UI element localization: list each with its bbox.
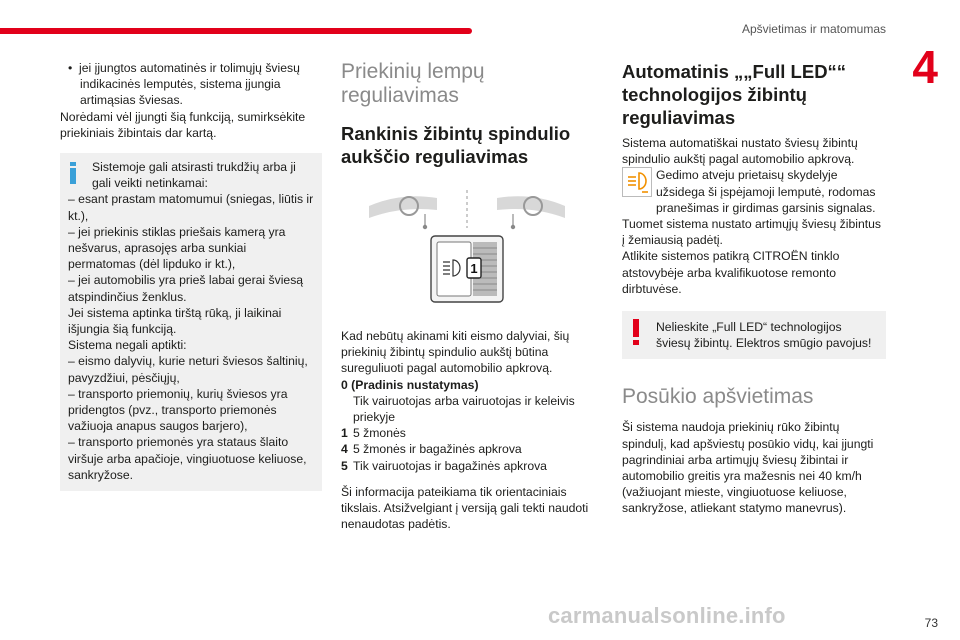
paragraph: Sistema automatiškai nustato šviesų žibintų spindulio aukštį pagal automobilio apkrovą. bbox=[622, 136, 858, 167]
paragraph: Ši sistema naudoja priekinių rūko žibintų spindulį, kad apšviestų posūkio vidų, kai įjungti pagrindiniai arba artimųjų šviesų žibintai ir automobilio greitis yra mažesnis nei 40 km/h (važiuojant mieste, vingiuotuose keliuose, sankryžose, atliekant statymo manevrus). bbox=[622, 420, 874, 516]
warning-lamp-paragraph: Gedimo atveju prietaisų skydelyje užsidega ši įspėjamoji lemputė, rodomas pranešimas ir girdimas garsinis signalas. bbox=[622, 167, 886, 216]
paragraph: Norėdami vėl įjungti šią funkciją, sumirksėkite priekiniais žibintais dar kartą. bbox=[60, 109, 306, 140]
section-heading: Priekinių lempų reguliavimas bbox=[341, 60, 485, 107]
setting-item: 4 5 žmonės ir bagažinės apkrova bbox=[341, 442, 522, 457]
column-1 bbox=[60, 60, 322, 491]
header-red-bar bbox=[0, 28, 472, 34]
info-line: – transporto priemonių, kurių šviesos yra pridengtos (pvz., transporto priemonės važiuoja anapus saugos barjero), bbox=[68, 386, 288, 434]
paragraph: Atlikite sistemos patikrą CITROËN tinklo atstovybėje arba kvalifikuotose remonto dirbtuvėse. bbox=[622, 249, 840, 296]
section-heading: Posūkio apšvietimas bbox=[622, 385, 814, 409]
watermark: carmanualsonline.info bbox=[548, 603, 786, 628]
info-line: Sistema negali aptikti: bbox=[68, 338, 187, 353]
warning-exclamation-icon bbox=[632, 319, 640, 345]
setting-item: 5 Tik vairuotojas ir bagažinės apkrova bbox=[341, 458, 547, 473]
paragraph: Ši informacija pateikiama tik orientaciniais tikslais. Atsižvelgiant į versiją gali tekti naudoti nenaudotas padėtis. bbox=[341, 484, 589, 532]
info-line: Jei sistema aptinka tirštą rūką, ji laikinai išjungia šią funkciją. bbox=[68, 305, 282, 337]
paragraph: Tuomet sistema nustato artimųjų šviesų žibintus į žemiausią padėtį. bbox=[622, 217, 881, 248]
info-icon bbox=[69, 162, 77, 184]
bullet-item: • jei įjungtos automatinės ir tolimųjų šviesų indikacinės lemputės, sistema įjungia artimąsias šviesas. bbox=[68, 61, 300, 108]
headlamp-adjuster-dial bbox=[431, 236, 503, 302]
info-line: – jei automobilis yra prieš labai gerai šviesą atspindinčius ženklus. bbox=[68, 273, 304, 304]
setting-item: 0 (Pradinis nustatymas) Tik vairuotojas arba vairuotojas ir keleivis priekyje bbox=[341, 377, 575, 425]
column-3 bbox=[622, 60, 886, 517]
info-intro: Sistemoje gali atsirasti trukdžių arba ji gali veikti netinkamai: bbox=[92, 160, 296, 191]
info-line: – esant prastam matomumui (sniegas, liūtis ir kt.), bbox=[68, 192, 314, 223]
chapter-number: 4 bbox=[912, 41, 938, 93]
paragraph: Kad nebūtų akinami kiti eismo dalyviai, šių priekinių žibintų spindulio aukštį būtina sureguliuoti pagal automobilio apkrovą. bbox=[341, 329, 570, 376]
section-title: Apšvietimas ir matomumas bbox=[741, 22, 886, 36]
warning-box: Nelieskite „Full LED“ technologijos šviesų žibintų. Elektros smūgio pavojus! bbox=[622, 311, 886, 359]
info-line: – transporto priemonės yra stataus šlaito viršuje arba apačioje, vingiuotuose keliuose, sankryžose. bbox=[68, 435, 307, 482]
dial-number: 1 bbox=[470, 261, 478, 276]
sub-heading: Rankinis žibintų spindulio aukščio reguliavimas bbox=[341, 123, 571, 167]
setting-item: 1 5 žmonės bbox=[341, 426, 406, 441]
info-line: – jei priekinis stiklas priešais kamerą yra nešvarus, aprasojęs arba sunkiai permatomas (dėl lipduko ir kt.), bbox=[68, 224, 286, 272]
headlamp-adjuster-illustration bbox=[341, 182, 593, 318]
column-2 bbox=[341, 60, 593, 532]
section-heading: Automatinis „„Full LED““ technologijos žibintų reguliavimas bbox=[622, 61, 847, 128]
headlamp-fault-icon bbox=[622, 167, 652, 197]
info-line: – eismo dalyvių, kurie neturi šviesos šaltinių, pavyzdžiui, pėsčiųjų, bbox=[68, 354, 308, 385]
page-number: 73 bbox=[924, 616, 938, 630]
info-box bbox=[60, 153, 322, 491]
